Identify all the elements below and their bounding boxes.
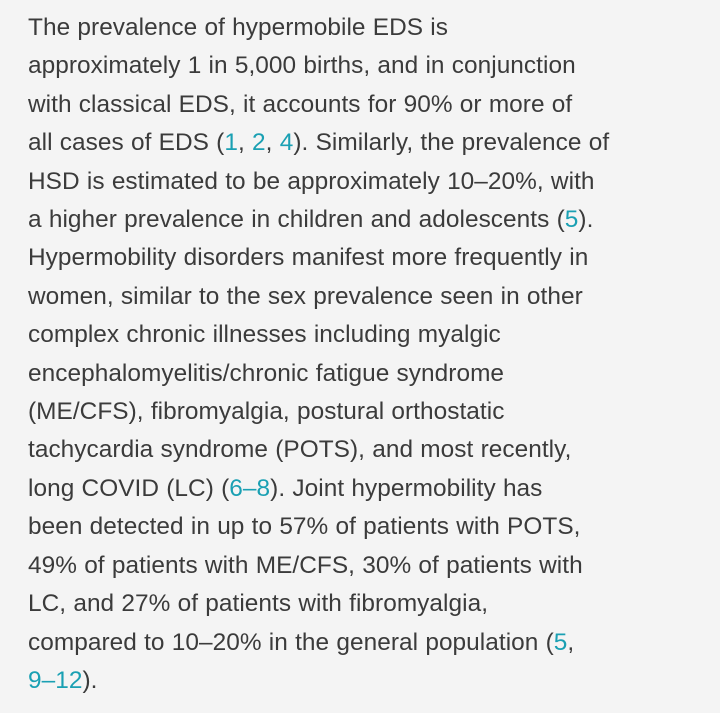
text-run: encephalomyelitis/chronic fatigue syndrome [28,359,505,387]
citation-link-5[interactable]: 5 [564,206,579,234]
text-line [28,508,698,546]
text-line [28,547,698,585]
text-run: tachycardia syndrome (POTS), and most recently, [28,436,572,464]
text-run: 49% of patients with ME/CFS, 30% of patients with [28,551,583,579]
text-line [28,316,698,354]
text-line [28,124,698,162]
text-line [28,278,698,316]
text-line [28,585,698,623]
text-line [28,470,698,508]
text-line [28,163,698,201]
text-run: ). Similarly, the prevalence of [293,129,610,157]
text-run: approximately 1 in 5,000 births, and in conjunction [28,52,576,80]
text-run: compared to 10–20% in the general population ( [28,628,554,656]
citation-link-4[interactable]: 4 [279,129,294,157]
text-line [28,9,698,47]
text-line [28,393,698,431]
text-run: all cases of EDS ( [28,129,225,157]
citation-link-2[interactable]: 2 [252,129,266,157]
text-line [28,239,698,277]
text-run: complex chronic illnesses including myalgic [28,321,501,349]
text-run: HSD is estimated to be approximately 10–20%, with [28,167,595,195]
text-run: women, similar to the sex prevalence seen in other [28,282,583,310]
text-line [28,201,698,239]
text-line [28,86,698,124]
text-run: a higher prevalence in children and adolescents ( [28,206,565,234]
text-run: with classical EDS, it accounts for 90% or more of [28,90,573,118]
article-paragraph [28,9,698,700]
citation-link-9-12[interactable]: 9–12 [28,666,83,694]
citation-link-6-8[interactable]: 6–8 [229,474,271,502]
text-run: (ME/CFS), fibromyalgia, postural orthostatic [28,398,505,426]
text-line [28,624,698,662]
text-line [28,355,698,393]
text-run: Hypermobility disorders manifest more frequently in [28,244,589,272]
text-run: LC, and 27% of patients with fibromyalgia, [28,590,489,618]
citation-link-5b[interactable]: 5 [553,628,568,656]
text-run: been detected in up to 57% of patients with POTS, [28,513,581,541]
text-run: , [237,129,253,157]
text-run: ). [82,666,98,694]
text-line [28,47,698,85]
text-run: ). Joint hypermobility has [270,474,543,502]
text-run: , [567,628,575,656]
text-run: long COVID (LC) ( [28,474,230,502]
text-line [28,431,698,469]
text-run: ). [578,206,594,234]
text-line [28,662,698,700]
text-run: The prevalence of hypermobile EDS is [28,14,449,41]
citation-link-1[interactable]: 1 [224,129,238,157]
text-run: , [265,129,280,157]
